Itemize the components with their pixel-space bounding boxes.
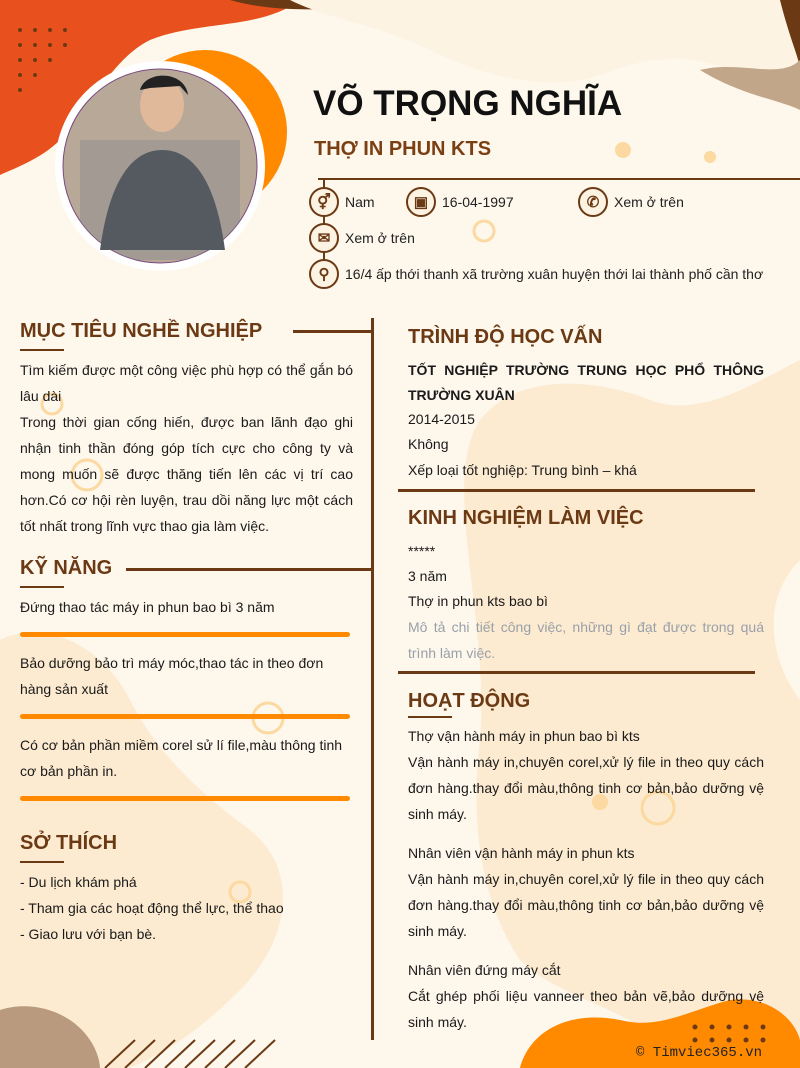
experience-company: ***** [408, 543, 436, 559]
calendar-icon: ▣ [406, 187, 436, 217]
email-icon: ✉ [309, 223, 339, 253]
skill-level-bar [20, 796, 350, 801]
skill-level-bar [20, 632, 350, 637]
section-divider [398, 489, 755, 492]
activity-item [408, 723, 764, 827]
education-grade: Xếp loại tốt nghiệp: Trung bình – khá [408, 462, 637, 478]
activity-role: Nhân viên vận hành máy in phun kts [408, 845, 635, 861]
activity-description: Vận hành máy in,chuyên corel,xử lý file in theo quy cách đơn hàng.thay đổi màu,thông tinh cơ bản,bảo dưỡng vệ sinh máy. [408, 754, 764, 822]
phone-icon: ✆ [578, 187, 608, 217]
skill-item: Đứng thao tác máy in phun bao bì 3 năm [20, 599, 275, 615]
activity-item [408, 957, 764, 1035]
activity-role: Nhân viên đứng máy cắt [408, 962, 561, 978]
birthday-value: 16-04-1997 [442, 194, 514, 210]
experience-heading: KINH NGHIỆM LÀM VIỆC [408, 507, 644, 529]
gender-field [309, 187, 375, 217]
address-value: 16/4 ấp thới thanh xã trường xuân huyện thới lai thành phố cần thơ [345, 266, 764, 282]
skill-level-bar [20, 714, 350, 719]
section-divider [398, 671, 755, 674]
job-title: THỢ IN PHUN KTS [314, 138, 492, 160]
heading-underline [408, 716, 452, 718]
heading-line [126, 568, 372, 571]
location-icon: ⚲ [309, 259, 339, 289]
experience-description: Mô tả chi tiết công việc, những gì đạt được trong quá trình làm việc. [408, 619, 764, 661]
phone-value: Xem ở trên [614, 194, 684, 210]
skill-item: Bảo dưỡng bảo trì máy móc,thao tác in theo đơn hàng sản xuất [20, 655, 324, 697]
hobby-item: - Giao lưu với bạn bè. [20, 926, 157, 942]
activity-item [408, 840, 764, 944]
candidate-name: VÕ TRỌNG NGHĨA [313, 84, 623, 123]
gender-value: Nam [345, 194, 375, 210]
column-divider [371, 318, 374, 1040]
objective-line: Trong thời gian cống hiến, được ban lãnh đạo ghi nhận tinh thần đóng góp tích cực cho công ty và mong muốn sẽ được thăng tiến lên các vị trí cao hơn.Có cơ hội rèn luyện, trau dồi năng lực một cách tốt nhất trong lĩnh vực thao gia làm việc. [20, 414, 353, 534]
heading-underline [20, 586, 64, 588]
education-heading: TRÌNH ĐỘ HỌC VẤN [408, 326, 603, 348]
gender-icon: ⚥ [309, 187, 339, 217]
objective-text [20, 357, 353, 539]
contact-divider [318, 178, 800, 180]
hobbies-heading: SỞ THÍCH [20, 832, 118, 854]
education-school: TỐT NGHIỆP TRƯỜNG TRUNG HỌC PHỔ THÔNG TRƯỜNG XUÂN [408, 362, 764, 403]
experience-position: Thợ in phun kts bao bì [408, 593, 548, 609]
phone-field [578, 187, 684, 217]
email-value: Xem ở trên [345, 230, 415, 246]
activity-description: Vận hành máy in,chuyên corel,xử lý file in theo quy cách đơn hàng.thay đổi màu,thông tinh cơ bản,bảo dưỡng vệ sinh máy. [408, 871, 764, 939]
hobby-item: - Du lịch khám phá [20, 874, 137, 890]
activity-role: Thợ vận hành máy in phun bao bì kts [408, 728, 640, 744]
education-period: 2014-2015 [408, 411, 475, 427]
experience-period: 3 năm [408, 568, 447, 584]
watermark: © Timviec365.vn [636, 1045, 763, 1061]
education-major: Không [408, 436, 449, 452]
skill-item: Có cơ bản phần miềm corel sử lí file,màu thông tinh cơ bản phần in. [20, 737, 343, 779]
heading-line [293, 330, 373, 333]
heading-underline [20, 349, 64, 351]
activity-description: Cắt ghép phối liệu vanneer theo bản vẽ,bảo dưỡng vệ sinh máy. [408, 988, 764, 1030]
address-field [309, 259, 763, 289]
skills-heading: KỸ NĂNG [20, 557, 113, 579]
birthday-field [406, 187, 514, 217]
objective-heading: MỤC TIÊU NGHỀ NGHIỆP [20, 320, 263, 342]
objective-line: Tìm kiếm được một công việc phù hợp có thể gắn bó lâu dài [20, 362, 353, 404]
activities-heading: HOẠT ĐỘNG [408, 690, 531, 712]
hobby-item: - Tham gia các hoạt động thể lực, thể thao [20, 900, 284, 916]
hobbies-list [20, 869, 350, 947]
heading-underline [20, 861, 64, 863]
email-field [309, 223, 415, 253]
